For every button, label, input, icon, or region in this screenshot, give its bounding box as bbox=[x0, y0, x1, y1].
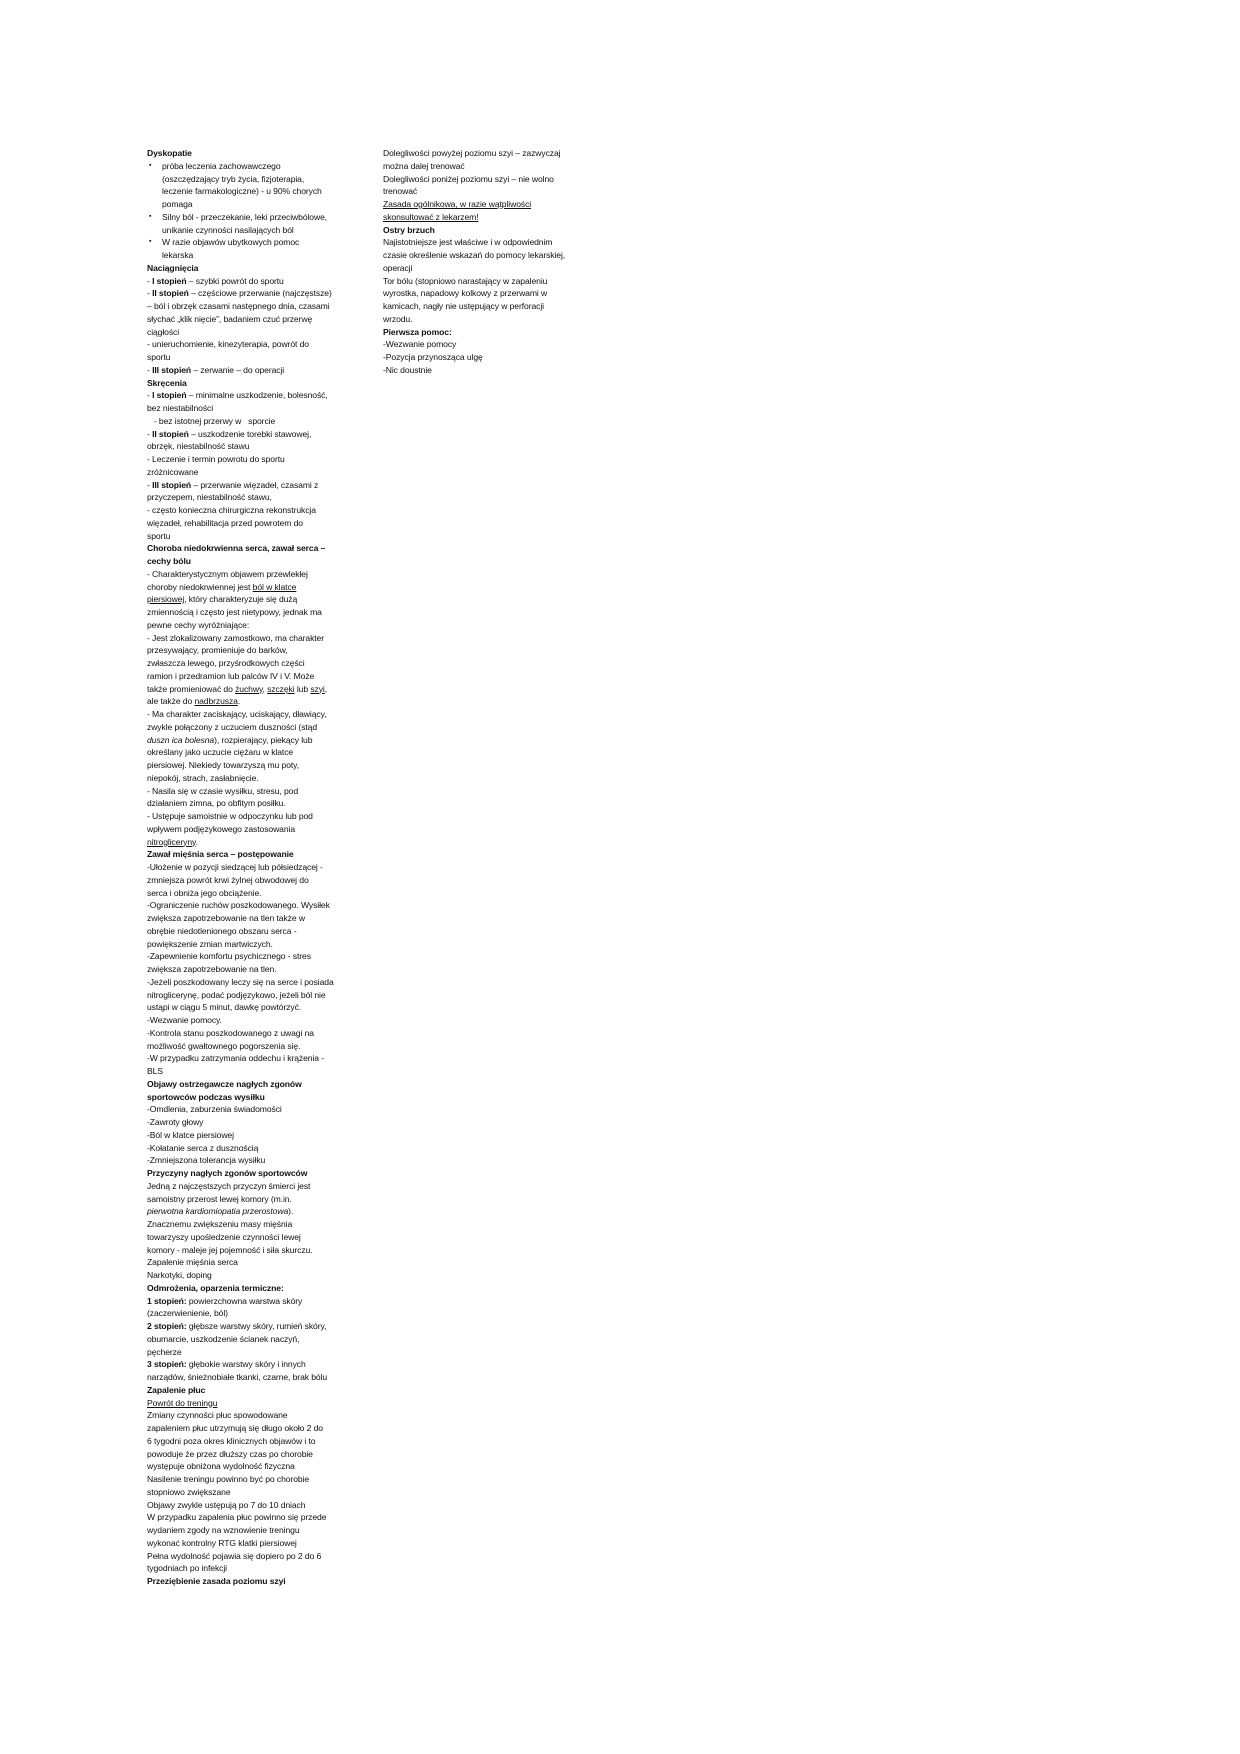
text-run: - Nasila się w czasie wysiłku, stresu, pod bbox=[147, 785, 299, 796]
text-line bbox=[147, 1397, 357, 1410]
text-run: ciągłości bbox=[147, 326, 180, 337]
text-line bbox=[147, 989, 357, 1002]
text-line bbox=[147, 389, 357, 402]
text-run: czasie określenie wskazań do pomocy lekarskiej, bbox=[383, 250, 566, 260]
text-line bbox=[147, 1129, 357, 1142]
text-run: , bbox=[262, 683, 268, 694]
text-run: Zapalenie mięśnia serca bbox=[147, 1257, 238, 1268]
text-run: -Pozycja przynosząca ulgę bbox=[383, 352, 483, 362]
text-run: zróżnicowane bbox=[147, 466, 199, 477]
text-run: więzadeł, rehabilitacja przed powrotem do bbox=[147, 517, 303, 528]
text-line bbox=[147, 938, 357, 951]
text-line bbox=[147, 428, 357, 441]
text-line bbox=[147, 899, 357, 912]
text-line bbox=[383, 262, 593, 275]
bullet-item bbox=[147, 211, 357, 224]
text-line bbox=[147, 1180, 357, 1193]
text-run: wydaniem zgody na wznowienie treningu bbox=[147, 1525, 300, 1535]
text-line bbox=[147, 1205, 357, 1218]
link-text: ból w klatce bbox=[252, 581, 297, 592]
text-run: -Zawroty głowy bbox=[147, 1117, 204, 1127]
text-line bbox=[383, 249, 593, 262]
text-line bbox=[147, 338, 357, 351]
text-run: głębsze warstwy skóry, rumień skóry, bbox=[186, 1321, 327, 1331]
text-line bbox=[147, 377, 357, 390]
text-line bbox=[147, 823, 357, 836]
text-line bbox=[383, 211, 593, 224]
text-line bbox=[147, 1422, 357, 1435]
text-run: sportu bbox=[147, 530, 171, 541]
right-column bbox=[383, 147, 593, 377]
text-line bbox=[147, 683, 357, 696]
text-run: – ból i obrzęk czasami następnego dnia, czasami bbox=[147, 301, 330, 311]
text-line bbox=[147, 1448, 357, 1461]
text-line bbox=[147, 1282, 357, 1295]
text-line bbox=[147, 1167, 357, 1180]
text-line bbox=[147, 326, 357, 339]
text-run: stopniowo zwiększane bbox=[147, 1486, 231, 1497]
text-line bbox=[147, 249, 357, 262]
bullet-icon: ▪ bbox=[149, 161, 152, 169]
text-line bbox=[383, 364, 593, 377]
text-run: - bbox=[147, 428, 153, 439]
text-run: -Kołatanie serca z dusznością bbox=[147, 1142, 259, 1153]
text-run: towarzyszy upośledzenie czynności lewej bbox=[147, 1231, 301, 1242]
text-run: próba leczenia zachowawczego bbox=[162, 160, 281, 171]
text-line bbox=[147, 313, 357, 326]
heading-text: sportowców podczas wysiłku bbox=[147, 1091, 265, 1102]
text-run: leczenie farmakologiczne) - u 90% chorych bbox=[162, 186, 322, 197]
text-run: ustąpi w ciągu 5 minut, dawkę powtórzyć. bbox=[147, 1002, 302, 1013]
text-line bbox=[147, 1537, 357, 1550]
text-line bbox=[147, 1346, 357, 1359]
text-run: (oszczędzający tryb życia, fizjoterapia, bbox=[162, 173, 305, 184]
text-run: samoistny przerost lewej komory (m.in. bbox=[147, 1193, 292, 1204]
text-run: -Zmniejszona tolerancja wysiłku bbox=[147, 1155, 266, 1166]
text-run: powierzchowna warstwa skóry bbox=[186, 1295, 303, 1306]
text-line bbox=[147, 1320, 357, 1333]
bullet-item bbox=[147, 160, 357, 173]
text-run: serca i obniża jego obciążenie. bbox=[147, 887, 262, 898]
text-line bbox=[147, 721, 357, 734]
text-line bbox=[147, 1142, 357, 1155]
text-line bbox=[147, 1014, 357, 1027]
heading-text: Przeziębienie zasada poziomu szyi bbox=[147, 1576, 286, 1586]
text-run: tygodniach po infekcji bbox=[147, 1563, 227, 1574]
text-run: powoduje że przez dłuższy czas po chorobie bbox=[147, 1448, 313, 1459]
text-run: występuje obniżona wydolność fizyczna bbox=[147, 1461, 295, 1472]
text-line bbox=[147, 1091, 357, 1104]
heading-text: II stopień bbox=[152, 428, 189, 439]
text-run: ), rozpierający, piekący lub bbox=[214, 734, 313, 745]
text-run: wpływem podjęzykowego zastosowania bbox=[147, 823, 296, 834]
text-run: Dolegliwości powyżej poziomu szyi – zazwyczaj bbox=[383, 148, 561, 158]
text-run: pęcherze bbox=[147, 1346, 182, 1357]
text-run: Znacznemu zwiększeniu masy mięśnia bbox=[147, 1219, 293, 1229]
link-text: piersiowej bbox=[147, 594, 185, 605]
link-text: żuchwy bbox=[235, 683, 263, 694]
text-line bbox=[147, 925, 357, 938]
text-run: - często konieczna chirurgiczna rekonstrukcja bbox=[147, 505, 316, 515]
text-line bbox=[147, 224, 357, 237]
heading-text: II stopień bbox=[152, 288, 189, 299]
text-run: - bbox=[147, 390, 153, 401]
heading-text: Skręcenia bbox=[147, 377, 187, 388]
text-run: można dalej trenować bbox=[383, 160, 465, 171]
text-line bbox=[147, 1550, 357, 1563]
text-run: zwiększa zapotrzebowanie na tlen także w bbox=[147, 913, 305, 923]
heading-text: Ostry brzuch bbox=[383, 224, 435, 235]
heading-text: cechy bólu bbox=[147, 556, 191, 566]
text-run: - bbox=[147, 288, 153, 299]
text-line bbox=[147, 491, 357, 504]
text-line bbox=[147, 1473, 357, 1486]
text-run: - Jest zlokalizowany zamostkowo, ma charakter bbox=[147, 632, 324, 643]
text-line bbox=[147, 606, 357, 619]
text-run: -Zapewnienie komfortu psychicznego - stres bbox=[147, 951, 311, 962]
text-run: -Omdlenia, zaburzenia świadomości bbox=[147, 1104, 282, 1115]
text-line bbox=[147, 504, 357, 517]
text-line bbox=[147, 836, 357, 849]
text-line bbox=[147, 861, 357, 874]
text-line bbox=[147, 287, 357, 300]
text-run: obrzęk, niestabilność stawu bbox=[147, 441, 250, 452]
heading-text: Odmrożenia, oparzenia termiczne: bbox=[147, 1282, 284, 1293]
text-line bbox=[147, 1256, 357, 1269]
text-run: , bbox=[324, 683, 328, 694]
text-run: niepokój, strach, zasłabnięcie. bbox=[147, 772, 259, 783]
text-line bbox=[147, 772, 357, 785]
text-line bbox=[383, 160, 593, 173]
text-run: - bbox=[147, 479, 153, 490]
text-line bbox=[147, 874, 357, 887]
text-run: - unieruchomienie, kinezyterapia, powrót do bbox=[147, 339, 309, 350]
text-line bbox=[147, 1307, 357, 1320]
text-run: ale także do bbox=[147, 696, 195, 707]
text-run: bez niestabilności bbox=[147, 403, 214, 413]
text-run: określany jako uczucie ciężaru w klatce bbox=[147, 747, 294, 758]
text-run: -Nic doustnie bbox=[383, 364, 432, 375]
text-run: wrzodu. bbox=[383, 313, 413, 324]
text-line bbox=[147, 593, 357, 606]
text-run: zwykle połączony z uczuciem duszności (stąd bbox=[147, 721, 318, 732]
link-text: Powrót do treningu bbox=[147, 1397, 218, 1408]
text-line bbox=[383, 338, 593, 351]
text-run: – przerwanie więzadeł, czasami z bbox=[191, 479, 319, 490]
text-run: pierwotna kardiomiopatia przerostowa bbox=[147, 1206, 289, 1217]
text-line bbox=[147, 1371, 357, 1384]
text-run: – zerwanie – do operacji bbox=[191, 364, 285, 375]
text-run: - bez istotnej przerwy w sporcie bbox=[147, 415, 276, 426]
link-text: szyi bbox=[310, 683, 325, 694]
text-run: -Ból w klatce piersiowej bbox=[147, 1129, 234, 1140]
text-run: zapaleniem płuc utrzymują się długo około 2 do bbox=[147, 1423, 323, 1433]
text-line bbox=[147, 440, 357, 453]
text-run: , który charakteryzuje się dużą bbox=[184, 594, 298, 605]
heading-text: Choroba niedokrwienna serca, zawał serca – bbox=[147, 543, 326, 554]
heading-text: I stopień bbox=[152, 390, 187, 401]
text-run: Dolegliwości poniżej poziomu szyi – nie wolno bbox=[383, 173, 554, 184]
text-run: komory - maleje jej pojemność i siła skurczu. bbox=[147, 1244, 313, 1255]
text-run: operacji bbox=[383, 262, 413, 273]
text-line bbox=[147, 632, 357, 645]
text-run: Zmiany czynności płuc spowodowane bbox=[147, 1410, 288, 1421]
text-line bbox=[147, 797, 357, 810]
text-line bbox=[147, 1116, 357, 1129]
text-run: powiększenie zmian martwiczych. bbox=[147, 938, 273, 949]
text-line bbox=[147, 912, 357, 925]
text-line bbox=[147, 1524, 357, 1537]
heading-text: III stopień bbox=[152, 364, 192, 375]
text-line bbox=[147, 1269, 357, 1282]
text-line bbox=[147, 950, 357, 963]
text-run: ). bbox=[288, 1206, 294, 1217]
text-line bbox=[383, 185, 593, 198]
text-run: - bbox=[147, 275, 153, 286]
text-run: choroby niedokrwiennej jest bbox=[147, 581, 253, 592]
text-run: duszn ica bolesna bbox=[147, 734, 215, 745]
text-line bbox=[147, 657, 357, 670]
text-line bbox=[147, 479, 357, 492]
text-run: pomaga bbox=[162, 199, 193, 209]
text-run: obrębie niedotlenionego obszaru serca - bbox=[147, 925, 297, 936]
link-text: nitrogliceryny bbox=[147, 836, 196, 847]
text-line bbox=[147, 644, 357, 657]
heading-text: 2 stopień: bbox=[147, 1321, 187, 1331]
heading-text: I stopień bbox=[152, 275, 187, 286]
text-line bbox=[147, 1333, 357, 1346]
text-run: zmniejsza powrót krwi żylnej obwodowej do bbox=[147, 874, 309, 885]
text-run: przyczepem, niestabilność stawu, bbox=[147, 492, 272, 503]
text-run: kamicach, nagły nie ustępujący w perforacji bbox=[383, 301, 544, 311]
text-line bbox=[147, 1218, 357, 1231]
text-run: zwłaszcza lewego, przyśrodkowych części bbox=[147, 658, 305, 668]
text-line bbox=[147, 275, 357, 288]
text-run: przesywający, promieniuje do barków, bbox=[147, 645, 288, 656]
text-line bbox=[147, 695, 357, 708]
text-run: (zaczerwienienie, ból) bbox=[147, 1308, 228, 1319]
heading-text: 1 stopień: bbox=[147, 1295, 187, 1306]
text-line bbox=[147, 530, 357, 543]
heading-text: Naciągnięcia bbox=[147, 262, 199, 273]
bullet-icon: ▪ bbox=[149, 212, 152, 220]
text-run: 6 tygodni poza okres klinicznych objawów i to bbox=[147, 1435, 316, 1446]
text-run: -Ułożenie w pozycji siedzącej lub półsiedzącej - bbox=[147, 862, 323, 872]
link-text: nadbrzusza bbox=[194, 696, 238, 707]
text-line bbox=[383, 224, 593, 237]
text-run: -Kontrola stanu poszkodowanego z uwagi na bbox=[147, 1027, 314, 1038]
heading-text: Przyczyny nagłych zgonów sportowców bbox=[147, 1168, 308, 1178]
text-line bbox=[147, 670, 357, 683]
heading-text: Objawy ostrzegawcze nagłych zgonów bbox=[147, 1078, 302, 1089]
text-line bbox=[147, 1001, 357, 1014]
text-run: lub bbox=[294, 683, 311, 694]
text-line bbox=[147, 1358, 357, 1371]
text-run: -Wezwanie pomocy bbox=[383, 339, 457, 350]
text-line bbox=[147, 1562, 357, 1575]
text-line bbox=[147, 785, 357, 798]
text-run: Pełna wydolność pojawia się dopiero po 2 do 6 bbox=[147, 1550, 322, 1561]
text-line bbox=[147, 198, 357, 211]
text-line bbox=[147, 963, 357, 976]
text-run: zwiększa zapotrzebowanie na tlen. bbox=[147, 964, 277, 974]
text-run: -Ograniczenie ruchów poszkodowanego. Wysiłek bbox=[147, 900, 330, 911]
text-run: słychać „klik nięcie”, badaniem czuć przerwę bbox=[147, 313, 313, 324]
heading-text: Pierwsza pomoc: bbox=[383, 326, 452, 337]
text-line bbox=[147, 1295, 357, 1308]
bullet-item bbox=[147, 236, 357, 249]
text-line bbox=[147, 1052, 357, 1065]
text-run: - Ma charakter zaciskający, uciskający, dławiący, bbox=[147, 709, 327, 719]
text-line bbox=[147, 1435, 357, 1448]
text-line bbox=[147, 1384, 357, 1397]
text-line bbox=[147, 1231, 357, 1244]
heading-text: Zapalenie płuc bbox=[147, 1384, 206, 1395]
text-line bbox=[383, 313, 593, 326]
text-line bbox=[147, 555, 357, 568]
text-run: pewne cechy wyróżniające: bbox=[147, 619, 250, 630]
text-line bbox=[147, 1078, 357, 1091]
text-line bbox=[383, 300, 593, 313]
text-run: zmiennością i często jest nietypowy, jednak ma bbox=[147, 607, 322, 617]
text-run: Jedną z najczęstszych przyczyn śmierci jest bbox=[147, 1180, 311, 1191]
text-line bbox=[147, 415, 357, 428]
heading-text: III stopień bbox=[152, 479, 192, 490]
text-run: -Wezwanie pomocy. bbox=[147, 1015, 222, 1025]
text-line bbox=[147, 1460, 357, 1473]
text-line bbox=[147, 542, 357, 555]
text-run: piersiowej. Niekiedy towarzyszą mu poty, bbox=[147, 760, 300, 770]
text-run: – uszkodzenie torebki stawowej, bbox=[188, 428, 312, 439]
text-run: trenować bbox=[383, 186, 418, 197]
heading-text: Dyskopatie bbox=[147, 148, 192, 158]
text-line bbox=[147, 147, 357, 160]
text-run: – minimalne uszkodzenie, bolesność, bbox=[186, 390, 328, 401]
text-line bbox=[147, 619, 357, 632]
text-run: działaniem zimna, po obfitym posiłku. bbox=[147, 798, 286, 809]
text-line bbox=[147, 351, 357, 364]
text-line bbox=[147, 1511, 357, 1524]
text-line bbox=[147, 1040, 357, 1053]
text-run: BLS bbox=[147, 1066, 163, 1076]
text-line bbox=[383, 236, 593, 249]
text-line bbox=[147, 581, 357, 594]
text-line bbox=[383, 173, 593, 186]
text-run: – szybki powrót do sportu bbox=[186, 275, 284, 286]
text-run: wykonać kontrolny RTG klatki piersiowej bbox=[147, 1537, 297, 1548]
text-run: Nasilenie treningu powinno być po chorobie bbox=[147, 1474, 310, 1484]
text-run: nitroglicerynę, podać podjęzykowo, jeżeli ból nie bbox=[147, 989, 326, 1000]
left-column bbox=[147, 147, 357, 1588]
text-line bbox=[147, 1154, 357, 1167]
text-line bbox=[147, 1027, 357, 1040]
text-run: Najistotniejsze jest właściwe i w odpowiednim bbox=[383, 237, 553, 248]
text-line bbox=[147, 517, 357, 530]
text-run: - bbox=[147, 364, 153, 375]
text-run: unikanie czynności nasilających ból bbox=[162, 224, 294, 235]
text-line bbox=[383, 287, 593, 300]
text-line bbox=[147, 848, 357, 861]
text-run: - Leczenie i termin powrotu do sportu bbox=[147, 454, 285, 464]
heading-text: Zawał mięśnia serca – postępowanie bbox=[147, 849, 294, 860]
text-run: W razie objawów ubytkowych pomoc bbox=[162, 237, 300, 248]
text-line bbox=[147, 173, 357, 186]
text-run: możliwość gwałtownego pogorszenia się. bbox=[147, 1040, 301, 1051]
link-text: szczęki bbox=[267, 683, 295, 694]
text-run: - Charakterystycznym objawem przewlekłej bbox=[147, 568, 308, 579]
text-run: głębokie warstwy skóry i innych bbox=[186, 1359, 306, 1370]
text-run: Tor bólu (stopniowo narastający w zapaleniu bbox=[383, 275, 548, 286]
text-run: wyrostka, napadowy kolkowy z przerwami w bbox=[383, 288, 548, 299]
bullet-icon: ▪ bbox=[149, 238, 152, 246]
text-line bbox=[147, 1486, 357, 1499]
text-line bbox=[147, 1499, 357, 1512]
text-line bbox=[147, 453, 357, 466]
text-line bbox=[383, 198, 593, 211]
text-line bbox=[147, 1244, 357, 1257]
text-line bbox=[147, 759, 357, 772]
text-run: -W przypadku zatrzymania oddechu i krążenia - bbox=[147, 1053, 325, 1064]
text-run: lekarska bbox=[162, 250, 194, 260]
text-run: Silny ból - przeczekanie, leki przeciwbólowe, bbox=[162, 211, 328, 222]
text-run: Narkotyki, doping bbox=[147, 1270, 212, 1280]
text-line bbox=[147, 746, 357, 759]
text-run: sportu bbox=[147, 352, 171, 362]
text-line bbox=[147, 734, 357, 747]
text-run: Objawy zwykle ustępują po 7 do 10 dniach bbox=[147, 1499, 306, 1510]
text-line bbox=[383, 326, 593, 339]
text-line bbox=[383, 351, 593, 364]
text-line bbox=[147, 887, 357, 900]
text-line bbox=[147, 976, 357, 989]
text-line bbox=[147, 364, 357, 377]
text-line bbox=[147, 466, 357, 479]
text-run: -Jeżeli poszkodowany leczy się na serce i posiada bbox=[147, 976, 334, 987]
link-text: skonsultować z lekarzem! bbox=[383, 211, 479, 222]
text-run: także promieniować do bbox=[147, 683, 236, 694]
text-line bbox=[147, 1103, 357, 1116]
text-line bbox=[383, 147, 593, 160]
text-line bbox=[147, 568, 357, 581]
text-line bbox=[147, 300, 357, 313]
text-run: ramion i przedramion lub palców IV i V. Może bbox=[147, 670, 315, 681]
link-text: Zasada ogólnikowa, w razie wątpliwości bbox=[383, 199, 532, 209]
text-run: W przypadku zapalenia płuc powinno się przede bbox=[147, 1512, 327, 1523]
text-line bbox=[147, 810, 357, 823]
text-run: - Ustępuje samoistnie w odpoczynku lub pod bbox=[147, 811, 313, 821]
text-run: obumarcie, uszkodzenie ścianek naczyń, bbox=[147, 1333, 300, 1344]
text-line bbox=[147, 1575, 357, 1588]
text-run: – częściowe przerwanie (najczęstsze) bbox=[188, 288, 332, 299]
text-line bbox=[147, 185, 357, 198]
text-line bbox=[147, 1409, 357, 1422]
text-line bbox=[147, 708, 357, 721]
text-run: . bbox=[237, 696, 241, 707]
text-line bbox=[147, 402, 357, 415]
text-line bbox=[147, 1065, 357, 1078]
text-run: narządów, śnieżnobiałe tkanki, czarne, brak bólu bbox=[147, 1372, 328, 1382]
heading-text: 3 stopień: bbox=[147, 1359, 187, 1370]
text-line bbox=[147, 1193, 357, 1206]
text-line bbox=[147, 262, 357, 275]
text-run: . bbox=[195, 836, 198, 847]
text-line bbox=[383, 275, 593, 288]
